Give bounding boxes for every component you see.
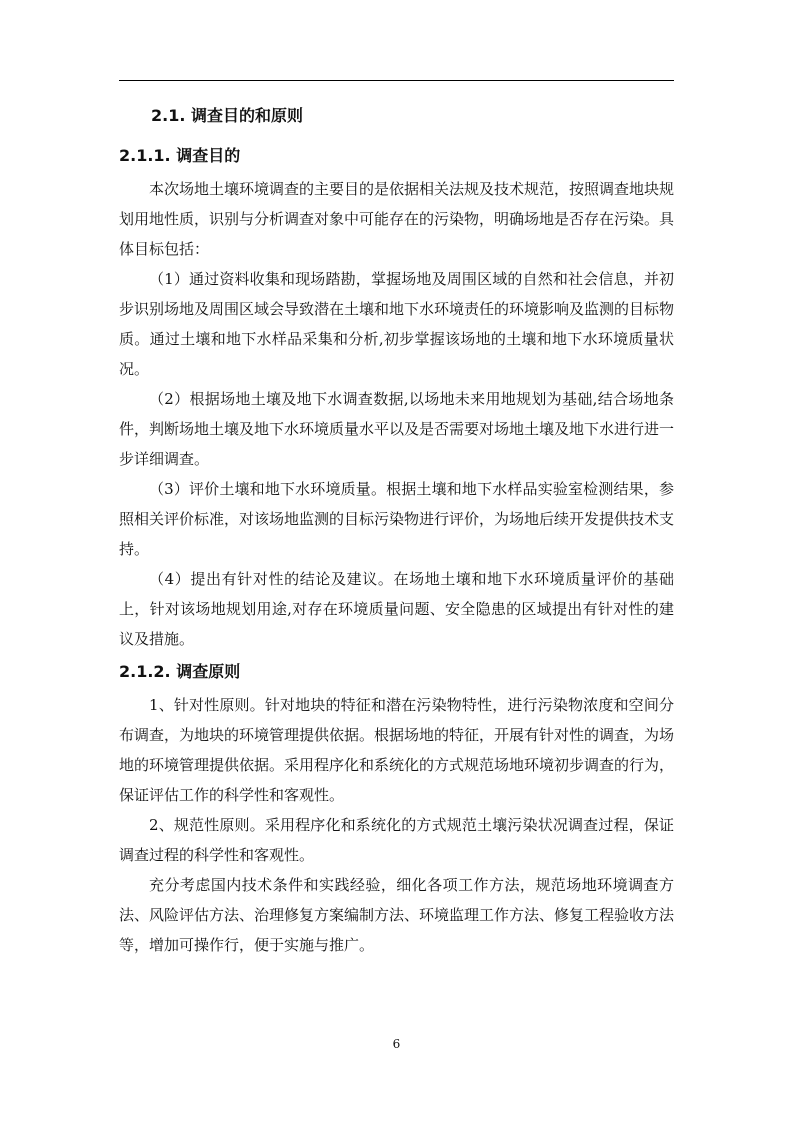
paragraph: 1、针对性原则。针对地块的特征和潜在污染物特性，进行污染物浓度和空间分布调查，为地块的环境管理提供依据。根据场地的特征，开展有针对性的调查，为场地的环境管理提供依据。采用程序化和系统化的方式规范场地环境初步调查的行为，保证评估工作的科学性和客观性。 bbox=[119, 696, 675, 804]
paragraph: （3）评价土壤和地下水环境质量。根据土壤和地下水样品实验室检测结果，参照相关评价标准，对该场地监测的目标污染物进行评价，为场地后续开发提供技术支持。 bbox=[119, 480, 675, 558]
paragraph: 本次场地土壤环境调查的主要目的是依据相关法规及技术规范，按照调查地块规划用地性质，识别与分析调查对象中可能存在的污染物，明确场地是否存在污染。具体目标包括： bbox=[119, 180, 675, 258]
paragraph: 2、规范性原则。采用程序化和系统化的方式规范土壤污染状况调查过程，保证调查过程的科学性和客观性。 bbox=[119, 816, 674, 864]
subsection-heading-purpose: 2.1.1. 调查目的 bbox=[119, 146, 241, 165]
paragraph: （2）根据场地土壤及地下水调查数据,以场地未来用地规划为基础,结合场地条件，判断场地土壤及地下水环境质量水平以及是否需要对场地土壤及地下水进行进一步详细调查。 bbox=[119, 390, 675, 468]
paragraph: 充分考虑国内技术条件和实践经验，细化各项工作方法，规范场地环境调查方法、风险评估方法、治理修复方案编制方法、环境监理工作方法、修复工程验收方法等，增加可操作行，便于实施与推广。 bbox=[119, 876, 675, 954]
section-heading: 2.1. 调查目的和原则 bbox=[151, 106, 303, 125]
paragraph: （4）提出有针对性的结论及建议。在场地土壤和地下水环境质量评价的基础上，针对该场地规划用途,对存在环境质量问题、安全隐患的区域提出有针对性的建议及措施。 bbox=[119, 570, 674, 648]
header-rule bbox=[119, 80, 674, 81]
paragraph: （1）通过资料收集和现场踏勘，掌握场地及周围区域的自然和社会信息，并初步识别场地及周围区域会导致潜在土壤和地下水环境责任的环境影响及监测的目标物质。通过土壤和地下水样品采集和分析,初步掌握该场地的土壤和地下水环境质量状况。 bbox=[119, 270, 675, 378]
subsection-heading-principles: 2.1.2. 调查原则 bbox=[119, 662, 241, 681]
page-content bbox=[119, 104, 674, 960]
page-number: 6 bbox=[392, 1037, 401, 1051]
